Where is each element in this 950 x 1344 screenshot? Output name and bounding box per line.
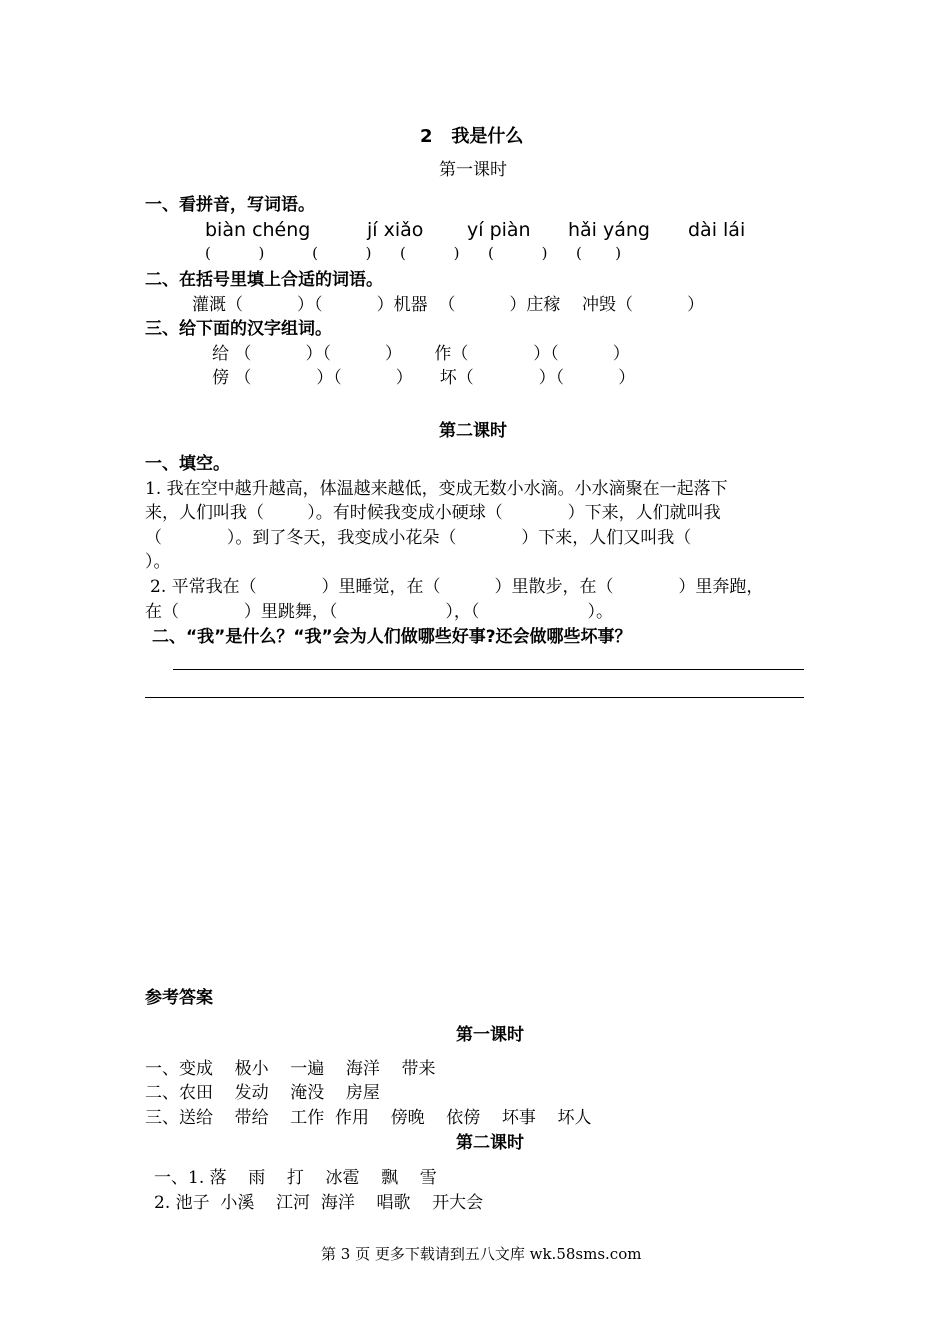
q1-label: 一、看拼音，写词语。 xyxy=(145,195,315,215)
page-footer: 第 3 页 更多下载请到五八文库 wk.58sms.com xyxy=(321,1245,642,1263)
fill-blank-line: 1. 我在空中越升越高，体温越来越低，变成无数小水滴。小水滴聚在一起落下 xyxy=(145,479,728,499)
answer-line-text: 一、1. 落 雨 打 冰雹 飘 雪 xyxy=(154,1168,437,1188)
pinyin-item: yí piàn xyxy=(467,219,531,241)
pinyin-item: jí xiǎo xyxy=(367,219,424,241)
pinyin-item: hǎi yáng xyxy=(568,219,650,241)
fill-blank-line: （ ）。到了冬天，我变成小花朵（ ）下来，人们又叫我（ xyxy=(145,528,692,548)
fill-blank-line: 来，人们叫我（ ）。有时候我变成小硬球（ ）下来，人们就叫我 xyxy=(145,503,721,523)
answers-title: 参考答案 xyxy=(145,988,213,1008)
q3-row: 给 （ ）（ ） 作（ ）（ ） xyxy=(212,344,630,364)
answer-line-text: 一、变成 极小 一遍 海洋 带来 xyxy=(145,1059,436,1079)
open-question-label: 二、“我”是什么？“我”会为人们做哪些好事?还会做哪些坏事？ xyxy=(152,627,632,647)
fill-blank-line: 在（ ）里跳舞，（ ），（ ）。 xyxy=(145,602,613,622)
answer-line-text: 2. 池子 小溪 江河 海洋 唱歌 开大会 xyxy=(154,1193,484,1213)
answer-line-text: 三、送给 带给 工作 作用 傍晚 依傍 坏事 坏人 xyxy=(145,1108,592,1128)
q2-line: 灌溉（ ）（ ）机器 （ ）庄稼 冲毁（ ） xyxy=(192,295,705,315)
fill-blank-line: 2. 平常我在（ ）里睡觉，在（ ）里散步，在（ ）里奔跑， xyxy=(150,577,764,597)
answer-line-text: 二、农田 发动 淹没 房屋 xyxy=(145,1083,380,1103)
worksheet-title: 2 我是什么 xyxy=(420,126,524,147)
pinyin-item: dài lái xyxy=(688,219,746,241)
q3-row: 傍 （ ）（ ） 坏（ ）（ ） xyxy=(212,368,636,388)
answer-line xyxy=(145,697,804,698)
q3-label: 三、给下面的汉字组词。 xyxy=(145,319,332,339)
pinyin-blanks: ( ) ( ) ( ) ( ) ( ) xyxy=(205,244,622,262)
fill-blank-line: ）。 xyxy=(145,552,171,572)
lesson2-heading: 第二课时 xyxy=(439,421,507,441)
answer-line xyxy=(173,669,804,670)
q2-label: 二、在括号里填上合适的词语。 xyxy=(145,270,383,290)
fill-blank-label: 一、填空。 xyxy=(145,454,230,474)
answers-lesson1-heading: 第一课时 xyxy=(456,1025,524,1045)
pinyin-item: biàn chéng xyxy=(205,219,311,241)
answers-lesson2-heading: 第二课时 xyxy=(456,1133,524,1153)
lesson1-heading: 第一课时 xyxy=(439,160,507,180)
